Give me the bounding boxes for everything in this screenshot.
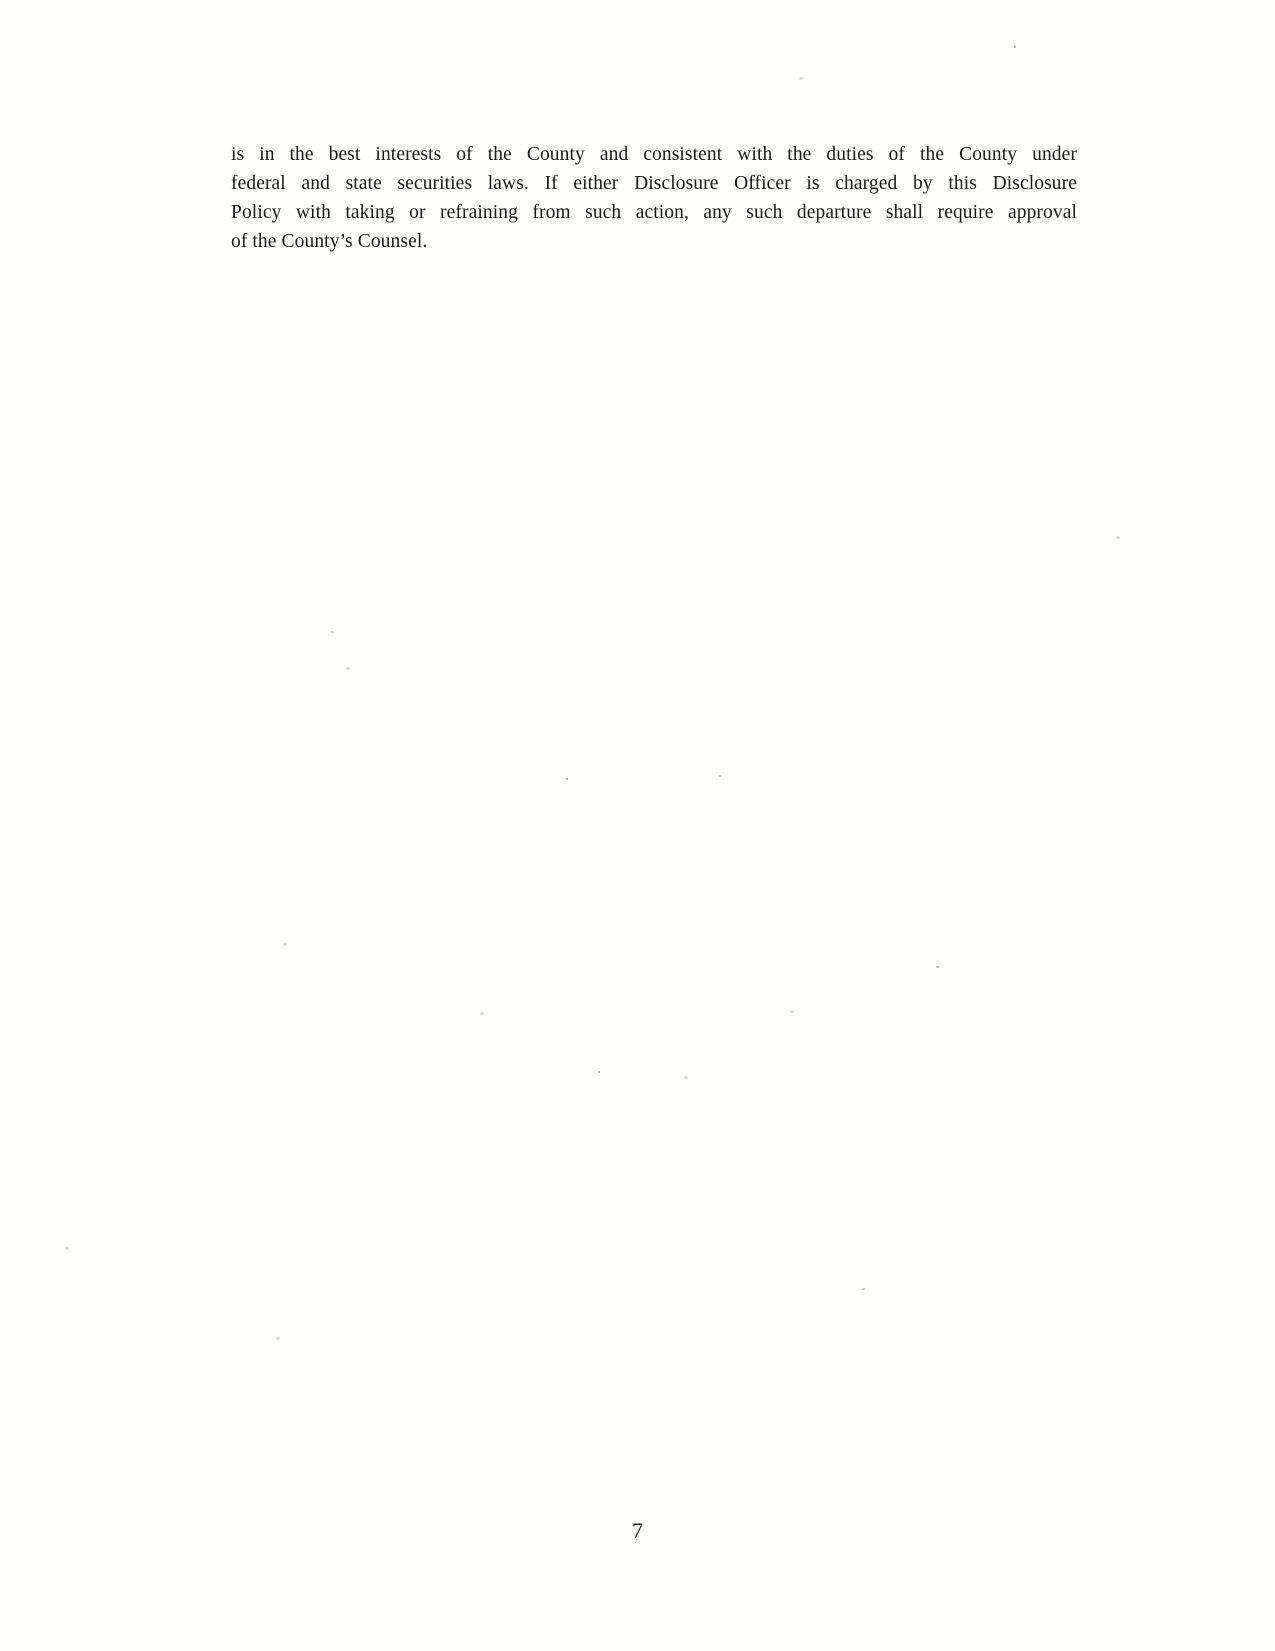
scan-artifact	[1116, 536, 1120, 539]
scan-artifact	[331, 631, 334, 633]
body-paragraph	[231, 140, 1077, 256]
scan-artifact	[480, 1012, 484, 1015]
scan-artifact	[276, 1337, 280, 1340]
paragraph-line: of the County’s Counsel.	[231, 231, 428, 252]
scan-artifact	[799, 77, 803, 80]
scan-artifact	[346, 667, 350, 670]
scan-artifact	[1014, 46, 1016, 48]
scan-artifact	[862, 1288, 865, 1290]
paragraph-line: Policy with taking or refraining from such action, any such departure shall require approval	[231, 202, 1077, 223]
scan-artifact	[790, 1010, 794, 1013]
scan-artifact	[684, 1076, 688, 1079]
scan-artifact	[65, 1247, 69, 1250]
scan-artifact	[598, 1071, 600, 1073]
page-number: 7	[632, 1518, 643, 1543]
scan-artifact	[566, 778, 568, 780]
scan-artifact	[283, 943, 287, 946]
scan-artifact	[719, 775, 721, 777]
paragraph-line: is in the best interests of the County and consistent with the duties of the County under	[231, 144, 1077, 165]
scan-artifact	[936, 966, 939, 968]
paragraph-line: federal and state securities laws. If either Disclosure Officer is charged by this Disclosure	[231, 173, 1077, 194]
